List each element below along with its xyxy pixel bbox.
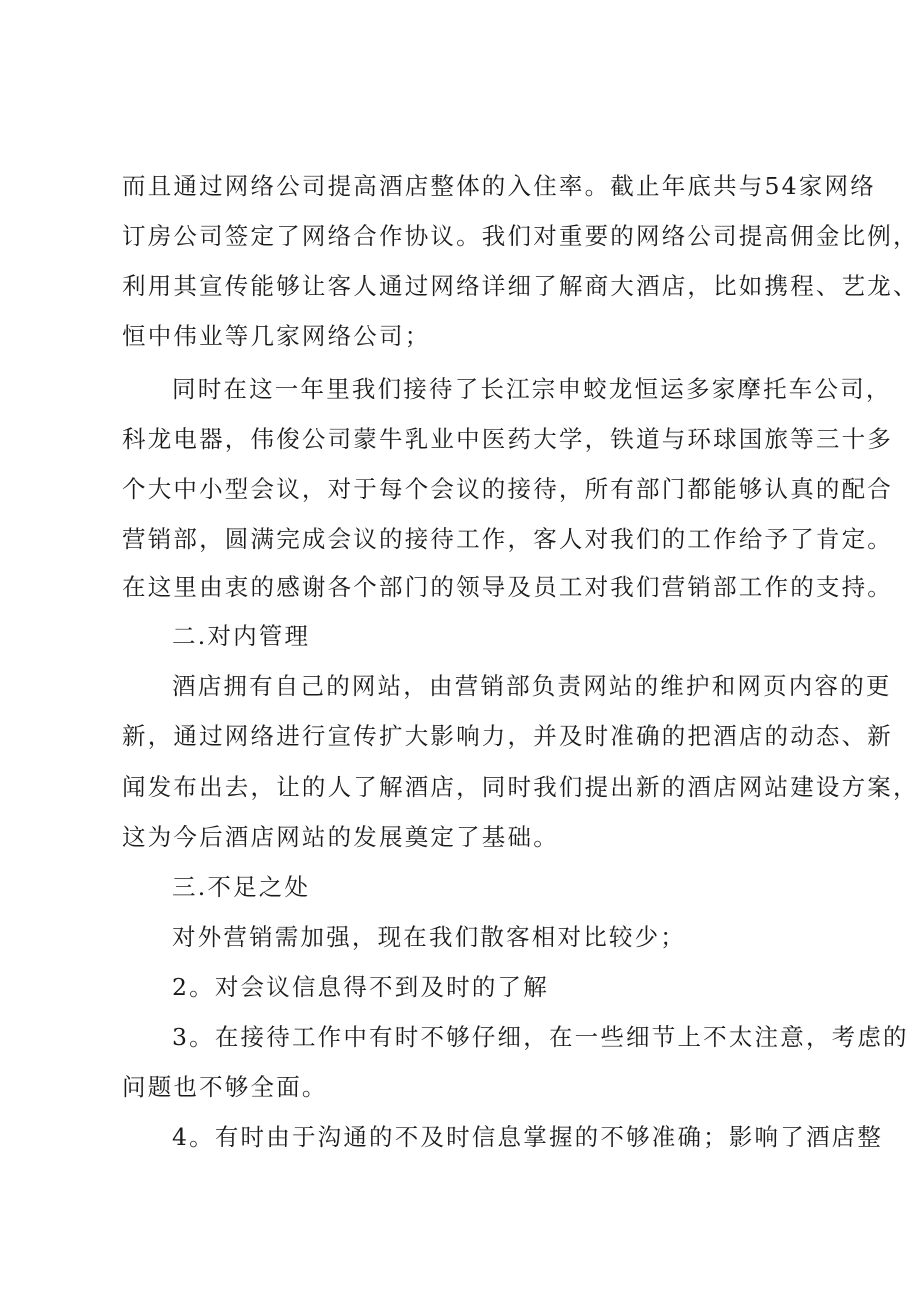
text-line: 科龙电器，伟俊公司蒙牛乳业中医药大学，铁道与环球国旅等三十多	[122, 425, 893, 453]
text-line: 恒中伟业等几家网络公司；	[122, 322, 431, 350]
text-line: 在这里由衷的感谢各个部门的领导及员工对我们营销部工作的支持。	[122, 573, 893, 601]
text-line: 订房公司签定了网络合作协议。我们对重要的网络公司提高佣金比例，	[122, 222, 919, 250]
text-line: 利用其宣传能够让客人通过网络详细了解商大酒店，比如携程、艺龙、	[122, 272, 919, 300]
text-line: 闻发布出去，让的人了解酒店，同时我们提出新的酒店网站建设方案，	[122, 773, 919, 801]
text-line: 问题也不够全面。	[122, 1073, 328, 1101]
section-heading: 二.对内管理	[172, 622, 311, 650]
list-item: 4。有时由于沟通的不及时信息掌握的不够准确；影响了酒店整	[172, 1123, 884, 1151]
list-item: 3。在接待工作中有时不够仔细，在一些细节上不太注意，考虑的	[172, 1023, 909, 1051]
text-line: 新，通过网络进行宣传扩大影响力，并及时准确的把酒店的动态、新	[122, 722, 893, 750]
text-line: 酒店拥有自己的网站，由营销部负责网站的维护和网页内容的更	[172, 672, 892, 700]
text-line: 个大中小型会议，对于每个会议的接待，所有部门都能够认真的配合	[122, 475, 893, 503]
text-line: 营销部，圆满完成会议的接待工作，客人对我们的工作给予了肯定。	[122, 525, 893, 553]
text-line: 这为今后酒店网站的发展奠定了基础。	[122, 823, 559, 851]
text-line: 而且通过网络公司提高酒店整体的入住率。截止年底共与54家网络	[122, 172, 876, 200]
section-heading: 三.不足之处	[172, 873, 311, 901]
text-line: 同时在这一年里我们接待了长江宗申蛟龙恒运多家摩托车公司，	[172, 375, 892, 403]
text-line: 对外营销需加强，现在我们散客相对比较少；	[172, 923, 686, 951]
list-item: 2。对会议信息得不到及时的了解	[172, 973, 549, 1001]
